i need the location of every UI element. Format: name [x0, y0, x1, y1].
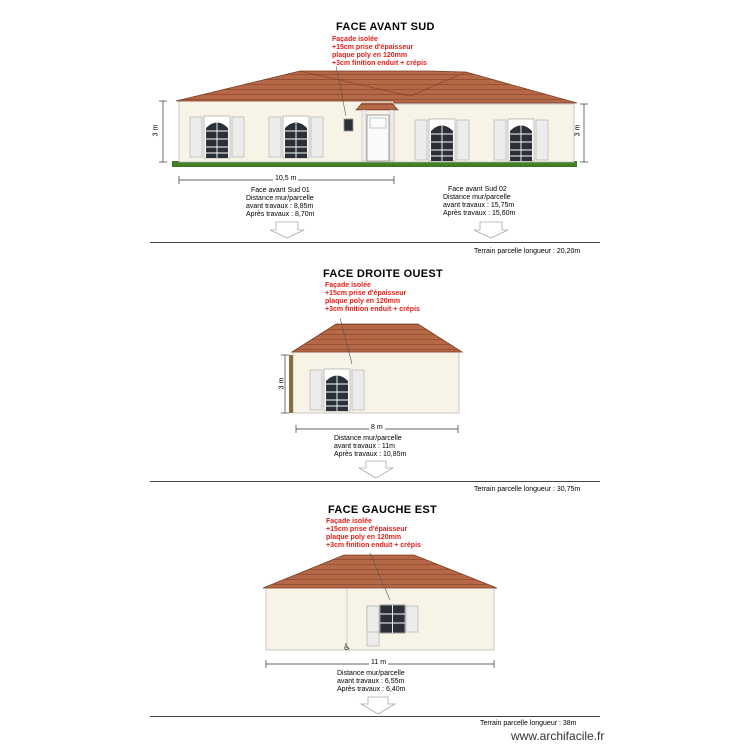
west-note-line: +15cm prise d'épaisseur: [325, 290, 407, 297]
east-block: [337, 670, 405, 694]
west-title: FACE DROITE OUEST: [323, 268, 443, 280]
south-block-1: [246, 187, 315, 219]
block-line: Distance mur/parcelle: [443, 194, 511, 201]
west-note: [325, 282, 420, 314]
west-note-line: Façade isolée: [325, 282, 371, 289]
south-arrow-right: [474, 222, 508, 238]
east-width: 11 m: [371, 659, 387, 666]
south-height-left: 3 m: [152, 124, 160, 137]
watermark: www.archifacile.fr: [511, 729, 605, 743]
west-note-line: +3cm finition enduit + crépis: [325, 306, 420, 313]
west-ground-line: [150, 481, 600, 482]
west-house: [289, 318, 462, 413]
porch-roof: [356, 103, 398, 110]
block-line: avant travaux : 6,55m: [337, 678, 405, 685]
block-line: avant travaux : 15,75m: [443, 202, 515, 209]
west-terrain-length: Terrain parcelle longueur : 30,75m: [474, 486, 581, 493]
block-line: Distance mur/parcelle: [246, 195, 314, 202]
south-block-2: [443, 186, 516, 218]
block-line: Face avant Sud 01: [251, 187, 310, 194]
south-note-line: Façade isolée: [332, 36, 378, 43]
west-post: [289, 355, 293, 413]
east-arrow: [361, 697, 395, 714]
block-line: avant travaux : 8,85m: [246, 203, 314, 210]
east-note-line: +15cm prise d'épaisseur: [326, 526, 408, 533]
east-note-line: Façade isolée: [326, 518, 372, 525]
south-width: 10,5 m: [275, 175, 297, 182]
south-ground-line: [150, 242, 600, 243]
block-line: Après travaux : 10,85m: [334, 451, 407, 458]
south-note-line: +3cm finition enduit + crépis: [332, 60, 427, 67]
south-terrain-length: Terrain parcelle longueur : 20,20m: [474, 248, 581, 255]
south-title: FACE AVANT SUD: [336, 21, 435, 33]
west-roof: [292, 324, 462, 352]
block-line: avant travaux : 11m: [334, 443, 395, 450]
block-line: Après travaux : 15,60m: [443, 210, 516, 217]
east-roof: [263, 555, 497, 588]
south-arrow-left: [270, 222, 304, 238]
south-roof: [176, 71, 577, 103]
south-height-right: 3 m: [574, 124, 582, 137]
east-house: [263, 553, 497, 653]
south-note: [332, 36, 427, 68]
block-line: Distance mur/parcelle: [337, 670, 405, 677]
south-house: [172, 66, 577, 167]
west-width: 8 m: [371, 424, 383, 431]
west-note-line: plaque poly en 120mm: [325, 298, 401, 305]
south-note-line: plaque poly en 120mm: [332, 52, 408, 59]
south-note-line: +15cm prise d'épaisseur: [332, 44, 414, 51]
west-block: [334, 435, 406, 459]
svg-text:♿: ♿: [343, 643, 352, 653]
small-window: [344, 119, 353, 131]
block-line: Après travaux : 6,40m: [337, 686, 406, 693]
east-terrain-length: Terrain parcelle longueur : 38m: [480, 720, 577, 727]
east-note-line: +3cm finition enduit + crépis: [326, 542, 421, 549]
west-arrow: [359, 461, 393, 478]
block-line: Face avant Sud 02: [448, 186, 507, 193]
block-line: Distance mur/parcelle: [334, 435, 402, 442]
east-ground-line: [150, 716, 600, 717]
east-note: [326, 518, 421, 550]
east-note-line: plaque poly en 120mm: [326, 534, 402, 541]
block-line: Après travaux : 8,70m: [246, 211, 315, 218]
east-title: FACE GAUCHE EST: [328, 504, 438, 516]
west-height: 3 m: [278, 377, 286, 390]
